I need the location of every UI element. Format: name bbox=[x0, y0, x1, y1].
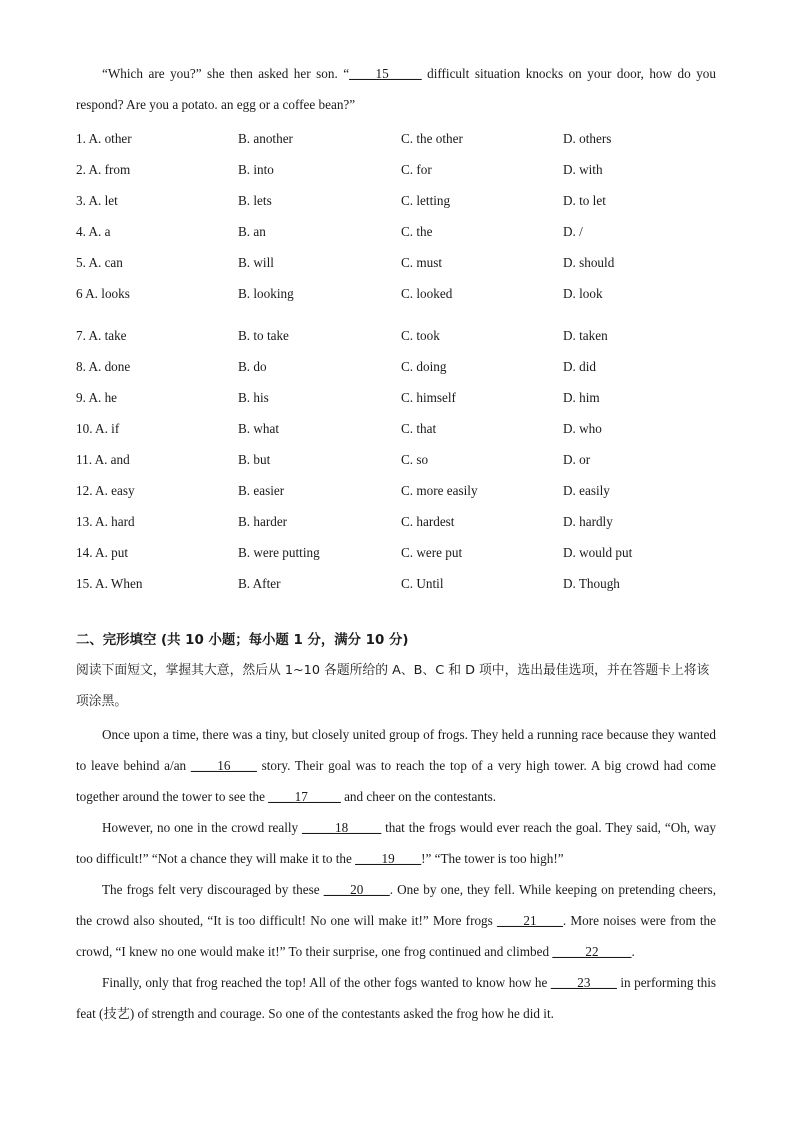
passage-text: The frogs felt very discouraged by these bbox=[102, 882, 324, 897]
option-b: B. another bbox=[238, 131, 293, 146]
option-d: D. Though bbox=[563, 576, 620, 591]
blank-15: ____15_____ bbox=[349, 66, 422, 81]
option-a: 8. A. done bbox=[76, 359, 131, 374]
question-row bbox=[76, 475, 716, 506]
option-a: 14. A. put bbox=[76, 545, 129, 560]
option-a: 5. A. can bbox=[76, 255, 123, 270]
option-a: 10. A. if bbox=[76, 421, 120, 436]
question-row bbox=[76, 537, 716, 568]
option-a: 11. A. and bbox=[76, 452, 130, 467]
option-c: C. the bbox=[401, 224, 433, 239]
option-d: D. would put bbox=[563, 545, 633, 560]
option-a: 1. A. other bbox=[76, 131, 132, 146]
option-b: B. his bbox=[238, 390, 269, 405]
option-d: D. did bbox=[563, 359, 596, 374]
question-row bbox=[76, 320, 716, 351]
blank-21: ____21____ bbox=[496, 913, 563, 928]
option-d: D. easily bbox=[563, 483, 610, 498]
option-b: B. looking bbox=[238, 286, 294, 301]
passage-text: However, no one in the crowd really bbox=[102, 820, 303, 835]
question-row bbox=[76, 506, 716, 537]
option-b: B. After bbox=[238, 576, 281, 591]
question-row bbox=[76, 185, 716, 216]
option-a: 4. A. a bbox=[76, 224, 111, 239]
option-d: D. who bbox=[563, 421, 602, 436]
blank-18: _____18_____ bbox=[302, 820, 382, 835]
intro-text: difficult situation knocks on your door, how do you respond? Are you a potato. an egg or a coffee bean?” bbox=[76, 66, 716, 112]
option-c: C. for bbox=[401, 162, 432, 177]
question-row bbox=[76, 568, 716, 599]
option-c: C. looked bbox=[401, 286, 453, 301]
option-a: 12. A. easy bbox=[76, 483, 135, 498]
option-c: C. hardest bbox=[401, 514, 455, 529]
option-b: B. to take bbox=[238, 328, 289, 343]
question-row bbox=[76, 413, 716, 444]
section-instruction: 阅读下面短文，掌握其大意，然后从 1~10 各题所给的 A、B、C 和 D 项中，选出最佳选项，并在答题卡上将该项涂黑。 bbox=[76, 663, 710, 709]
option-b: B. into bbox=[238, 162, 274, 177]
option-b: B. but bbox=[238, 452, 271, 467]
option-a: 2. A. from bbox=[76, 162, 131, 177]
option-b: B. easier bbox=[238, 483, 285, 498]
passage-text: Once upon a time, there was a tiny, but closely united group of frogs. They held a running race because they wanted to leave behind a/an bbox=[76, 727, 716, 773]
passage-text: Finally, only that frog reached the top! All of the other fogs wanted to know how he bbox=[102, 975, 551, 990]
question-row bbox=[76, 351, 716, 382]
passage-paragraph bbox=[76, 812, 716, 874]
option-a: 6 A. looks bbox=[76, 286, 130, 301]
option-a: 7. A. take bbox=[76, 328, 127, 343]
question-row bbox=[76, 216, 716, 247]
option-b: B. harder bbox=[238, 514, 288, 529]
blank-19: ____19____ bbox=[355, 851, 422, 866]
option-a: 13. A. hard bbox=[76, 514, 135, 529]
question-row bbox=[76, 154, 716, 185]
option-b: B. were putting bbox=[238, 545, 320, 560]
blank-17: ____17_____ bbox=[268, 789, 341, 804]
option-d: D. others bbox=[563, 131, 612, 146]
passage-paragraph bbox=[76, 719, 716, 812]
option-c: C. doing bbox=[401, 359, 447, 374]
exam-page bbox=[76, 58, 716, 1029]
question-row bbox=[76, 247, 716, 278]
blank-20: ____20____ bbox=[323, 882, 390, 897]
option-c: C. that bbox=[401, 421, 437, 436]
passage-text: . One by one, they fell. While keeping on pretending cheers, the crowd also shouted, “It is too difficult! No one will make it!” More frogs bbox=[76, 882, 716, 928]
option-c: C. the other bbox=[401, 131, 463, 146]
option-b: B. an bbox=[238, 224, 266, 239]
option-a: 9. A. he bbox=[76, 390, 118, 405]
option-c: C. himself bbox=[401, 390, 456, 405]
passage-paragraph bbox=[76, 967, 716, 1029]
question-row bbox=[76, 123, 716, 154]
option-b: B. what bbox=[238, 421, 280, 436]
option-b: B. will bbox=[238, 255, 274, 270]
option-a: 3. A. let bbox=[76, 193, 118, 208]
option-b: B. do bbox=[238, 359, 267, 374]
passage-paragraph bbox=[76, 874, 716, 967]
blank-23: ____23____ bbox=[550, 975, 617, 990]
option-d: D. taken bbox=[563, 328, 608, 343]
passage-text: story. Their goal was to reach the top of a very high tower. A big crowd had come together around the tower to see the bbox=[76, 758, 716, 804]
question-row bbox=[76, 278, 716, 320]
option-d: D. / bbox=[563, 224, 583, 239]
option-c: C. Until bbox=[401, 576, 444, 591]
cloze-passage bbox=[76, 719, 716, 1029]
option-a: 15. A. When bbox=[76, 576, 143, 591]
options-table bbox=[76, 123, 716, 599]
section-title: 二、完形填空 (共 10 小题；每小题 1 分，满分 10 分) bbox=[76, 633, 409, 648]
intro-text: “Which are you?” she then asked her son. “ bbox=[102, 66, 350, 81]
passage-text: . bbox=[631, 944, 635, 959]
passage-text: that the frogs would ever reach the goal. They said, “Oh, way too difficult!” “Not a chance they will make it to the bbox=[76, 820, 716, 866]
option-c: C. so bbox=[401, 452, 429, 467]
passage-text: in performing this feat (技艺) of strength and courage. So one of the contestants asked the frog how he did it. bbox=[76, 975, 717, 1021]
option-d: D. hardly bbox=[563, 514, 613, 529]
question-row bbox=[76, 382, 716, 413]
option-b: B. lets bbox=[238, 193, 272, 208]
option-d: D. him bbox=[563, 390, 600, 405]
option-d: D. look bbox=[563, 286, 603, 301]
option-d: D. with bbox=[563, 162, 603, 177]
passage-text: !” “The tower is too high!” bbox=[421, 851, 564, 866]
option-d: D. should bbox=[563, 255, 615, 270]
passage-text: . More noises were from the crowd, “I knew no one would make it!” To their surprise, one frog continued and climbed bbox=[76, 913, 716, 959]
option-c: C. were put bbox=[401, 545, 463, 560]
intro-paragraph bbox=[76, 58, 716, 120]
option-d: D. or bbox=[563, 452, 591, 467]
option-d: D. to let bbox=[563, 193, 606, 208]
blank-22: _____22_____ bbox=[552, 944, 632, 959]
option-c: C. took bbox=[401, 328, 440, 343]
question-row bbox=[76, 444, 716, 475]
option-c: C. must bbox=[401, 255, 443, 270]
blank-16: ____16____ bbox=[190, 758, 257, 773]
option-c: C. letting bbox=[401, 193, 451, 208]
passage-text: and cheer on the contestants. bbox=[340, 789, 497, 804]
option-c: C. more easily bbox=[401, 483, 478, 498]
